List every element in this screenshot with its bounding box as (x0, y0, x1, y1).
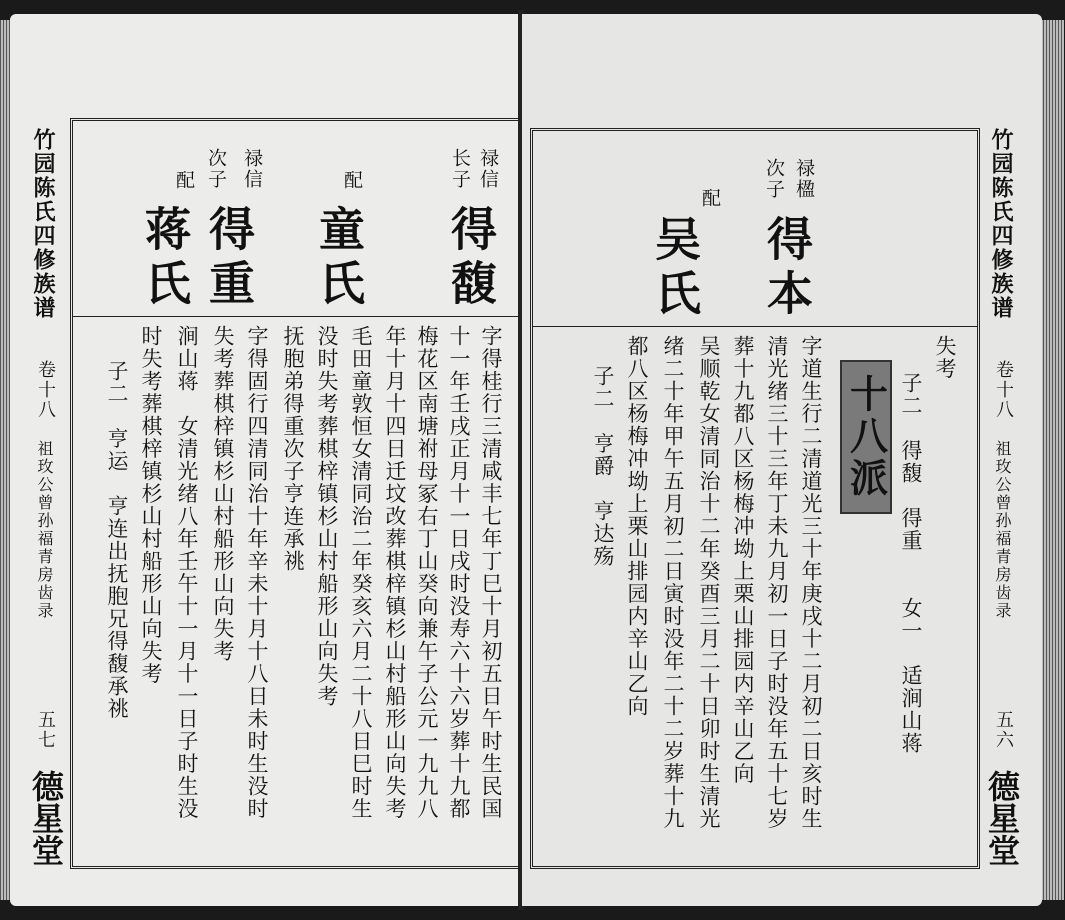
left-body-col-1: 字得桂行三清咸丰七年丁巳十月初五日午时生民国 (479, 325, 503, 820)
left-margin-volume: 卷十八 (35, 360, 56, 420)
entry-2-relation: 次子 (205, 148, 227, 190)
right-body-col-7: 绪二十年甲午五月初二日寅时没年二十二岁葬十九 (661, 335, 685, 830)
entry-2-spouse-label: 配 (173, 170, 195, 189)
right-margin-hall: 德星堂 (983, 770, 1021, 866)
left-body-col-2: 十一年壬戌正月十一日戌时没寿六十六岁葬十九都 (447, 325, 471, 820)
right-margin-page: 五六 (993, 710, 1014, 750)
entry-2-rank: 禄信 (241, 148, 263, 190)
generation-banner (840, 360, 892, 514)
right-body-col-3: 字道生行二清道光三十年庚戌十二月初二日亥时生 (799, 335, 823, 830)
left-body-col-7: 抚胞弟得重次子亨连承祧 (281, 325, 305, 573)
right-margin-title: 竹园陈氏四修族谱 (988, 128, 1014, 320)
right-body-col-9: 子二 亨爵 亨达殇 (591, 365, 615, 568)
entry-3-spouse: 吴氏 (648, 215, 702, 323)
entry-1-relation: 长子 (449, 148, 471, 190)
right-margin-branch: 祖玫公曾孙福青房齿录 (993, 440, 1012, 620)
right-body-col-4: 清光绪三十三年丁未九月初一日子时没年五十七岁 (765, 335, 789, 830)
left-body-col-11: 时失考葬棋梓镇杉山村船形山向失考 (139, 325, 163, 685)
entry-1-name: 得馥 (444, 205, 498, 313)
entry-3-rank: 禄楹 (793, 158, 815, 200)
left-margin-title: 竹园陈氏四修族谱 (30, 128, 56, 320)
left-body-col-6: 没时失考葬棋梓镇杉山村船形山向失考 (315, 325, 339, 708)
right-body-col-8: 都八区杨梅冲坳上栗山排园内辛山乙向 (625, 335, 649, 718)
left-margin-hall: 德星堂 (27, 770, 65, 866)
left-body-col-10: 涧山蒋 女清光绪八年壬午十一月十一日子时生没 (175, 325, 199, 820)
left-header-rule (73, 316, 519, 317)
left-body-col-5: 毛田童敦恒女清同治二年癸亥六月二十八日巳时生 (349, 325, 373, 820)
right-body-col-1: 失考 (933, 335, 957, 380)
left-body-col-8: 字得固行四清同治十年辛未十月十八日未时生没时 (245, 325, 269, 820)
left-margin-branch: 祖玫公曾孙福青房齿录 (35, 440, 54, 620)
entry-1-spouse: 童氏 (312, 205, 366, 313)
left-body-col-4: 年十月十四日迁坟改葬棋梓镇杉山村船形山向失考 (383, 325, 407, 820)
left-body-col-12: 子二 亨运 亨连出抚胞兄得馥承祧 (105, 360, 129, 720)
entry-3-relation: 次子 (763, 158, 785, 200)
entry-2-spouse: 蒋氏 (138, 205, 192, 313)
entry-1-rank: 禄信 (477, 148, 499, 190)
left-body-col-9: 失考葬棋梓镇杉山村船形山向失考 (211, 325, 235, 663)
entry-3-name: 得本 (760, 215, 814, 323)
right-header-rule (533, 326, 977, 327)
right-body-col-2: 子二 得馥 得重 女一 适涧山蒋 (899, 372, 923, 755)
right-body-col-6: 吴顺乾女清同治十二年癸酉三月二十日卯时生清光 (697, 335, 721, 830)
entry-1-spouse-label: 配 (341, 170, 363, 189)
entry-3-spouse-label: 配 (699, 188, 721, 207)
right-body-col-5: 葬十九都八区杨梅冲坳上栗山排园内辛山乙向 (731, 335, 755, 785)
generation-banner-text: 十八派 (843, 374, 889, 500)
left-margin-page: 五七 (35, 710, 56, 750)
right-page-edge (1040, 20, 1064, 900)
entry-2-name: 得重 (202, 205, 256, 313)
left-body-col-3: 梅花区南塘祔母冢右丁山癸向兼午子公元一九九八 (415, 325, 439, 820)
right-margin-volume: 卷十八 (993, 360, 1014, 420)
